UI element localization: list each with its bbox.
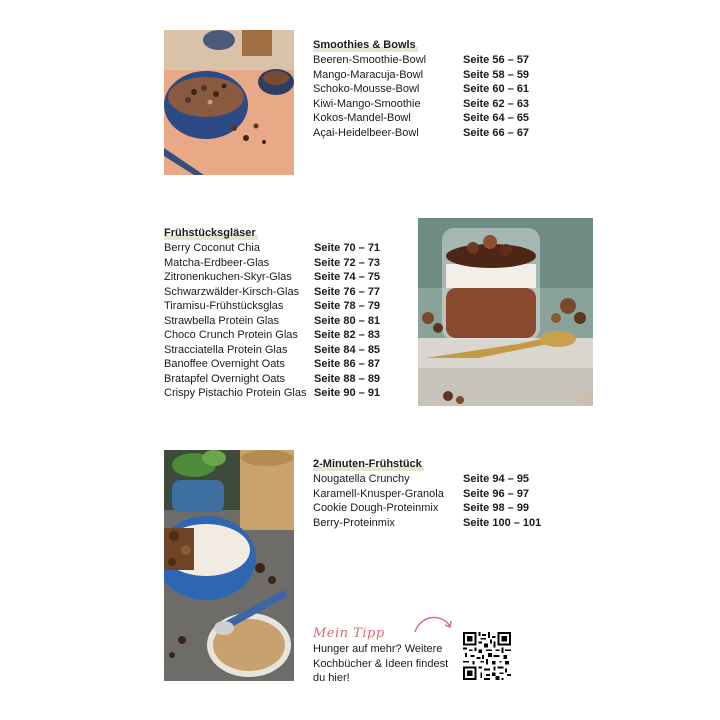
page-range: Seite 80 – 81 bbox=[314, 314, 381, 327]
toc-row bbox=[164, 314, 394, 329]
page-range: Seite 62 – 63 bbox=[463, 97, 530, 110]
tip-title: Mein Tipp bbox=[313, 626, 385, 641]
page-range: Seite 64 – 65 bbox=[463, 112, 530, 124]
fruehstuecksglaeser-section bbox=[164, 223, 394, 401]
recipe-name: Açai-Heidelbeer-Bowl bbox=[313, 126, 419, 139]
section-title: Frühstücksgläser bbox=[164, 227, 256, 239]
page-range: Seite 100 – 101 bbox=[463, 516, 542, 529]
toc-row bbox=[164, 357, 394, 372]
curved-arrow-icon bbox=[412, 612, 456, 636]
recipe-name: Zitronenkuchen-Skyr-Glas bbox=[164, 271, 292, 283]
section-title: Smoothies & Bowls bbox=[313, 39, 416, 51]
toc-row bbox=[313, 97, 543, 112]
recipe-name: Stracciatella Protein Glas bbox=[164, 343, 288, 356]
qr-code-icon[interactable] bbox=[463, 632, 511, 680]
toc-row bbox=[164, 241, 394, 256]
toc-row bbox=[164, 328, 394, 343]
recipe-name: Bratapfel Overnight Oats bbox=[164, 372, 286, 385]
toc-row bbox=[164, 285, 394, 300]
zwei-minuten-fruehstueck-section bbox=[313, 454, 553, 530]
recipe-name: Kokos-Mandel-Bowl bbox=[313, 112, 411, 124]
page-range: Seite 88 – 89 bbox=[314, 372, 381, 385]
page-range: Seite 60 – 61 bbox=[463, 83, 530, 95]
page-range: Seite 86 – 87 bbox=[314, 358, 381, 370]
recipe-name: Schoko-Mousse-Bowl bbox=[313, 83, 420, 95]
recipe-name: Nougatella Crunchy bbox=[313, 473, 410, 485]
page-range: Seite 66 – 67 bbox=[463, 126, 530, 139]
page-range: Seite 96 – 97 bbox=[463, 487, 530, 500]
recipe-name: Banoffee Overnight Oats bbox=[164, 358, 285, 370]
recipe-name: Cookie Dough-Proteinmix bbox=[313, 502, 439, 514]
recipe-name: Matcha-Erdbeer-Glas bbox=[164, 256, 270, 269]
recipe-name: Tiramisu-Frühstücksglas bbox=[164, 300, 284, 312]
recipe-name: Crispy Pistachio Protein Glas bbox=[164, 387, 307, 399]
toc-row bbox=[164, 256, 394, 271]
tip-text: Hunger auf mehr? Weitere Kochbücher & Ideen findest du hier! bbox=[313, 643, 449, 684]
toc-row bbox=[313, 53, 543, 68]
toc-row bbox=[313, 111, 543, 126]
recipe-name: Beeren-Smoothie-Bowl bbox=[313, 54, 427, 66]
page-range: Seite 70 – 71 bbox=[314, 242, 381, 254]
yogurt-bowl-photo bbox=[164, 450, 294, 681]
page-range: Seite 82 – 83 bbox=[314, 329, 381, 341]
page-range: Seite 76 – 77 bbox=[314, 285, 381, 298]
recipe-name: Berry Coconut Chia bbox=[164, 242, 260, 254]
toc-row bbox=[164, 343, 394, 358]
toc-row bbox=[313, 82, 543, 97]
smoothies-bowls-section bbox=[313, 35, 543, 140]
toc-row bbox=[313, 472, 553, 487]
page-range: Seite 78 – 79 bbox=[314, 300, 381, 312]
toc-row bbox=[313, 501, 553, 516]
section-title: 2-Minuten-Frühstück bbox=[313, 458, 422, 470]
toc-row bbox=[164, 270, 394, 285]
page-range: Seite 90 – 91 bbox=[314, 387, 381, 399]
page-range: Seite 84 – 85 bbox=[314, 343, 381, 356]
page-range: Seite 58 – 59 bbox=[463, 68, 530, 81]
recipe-name: Kiwi-Mango-Smoothie bbox=[313, 97, 421, 110]
toc-row bbox=[313, 126, 543, 141]
toc-row bbox=[313, 68, 543, 83]
page-range: Seite 74 – 75 bbox=[314, 271, 381, 283]
page-range: Seite 72 – 73 bbox=[314, 256, 381, 269]
recipe-name: Berry-Proteinmix bbox=[313, 516, 395, 529]
smoothie-bowl-photo bbox=[164, 30, 294, 175]
recipe-name: Mango-Maracuja-Bowl bbox=[313, 68, 424, 81]
toc-row bbox=[164, 372, 394, 387]
recipe-name: Schwarzwälder-Kirsch-Glas bbox=[164, 285, 300, 298]
recipe-name: Strawbella Protein Glas bbox=[164, 314, 279, 327]
toc-row bbox=[164, 386, 394, 401]
chocolate-glass-photo bbox=[418, 218, 593, 406]
page-range: Seite 94 – 95 bbox=[463, 473, 530, 485]
toc-row bbox=[313, 516, 553, 531]
recipe-name: Choco Crunch Protein Glas bbox=[164, 329, 298, 341]
toc-row bbox=[164, 299, 394, 314]
recipe-name: Karamell-Knusper-Granola bbox=[313, 487, 444, 500]
toc-row bbox=[313, 487, 553, 502]
page-range: Seite 56 – 57 bbox=[463, 54, 530, 66]
page-range: Seite 98 – 99 bbox=[463, 502, 530, 514]
